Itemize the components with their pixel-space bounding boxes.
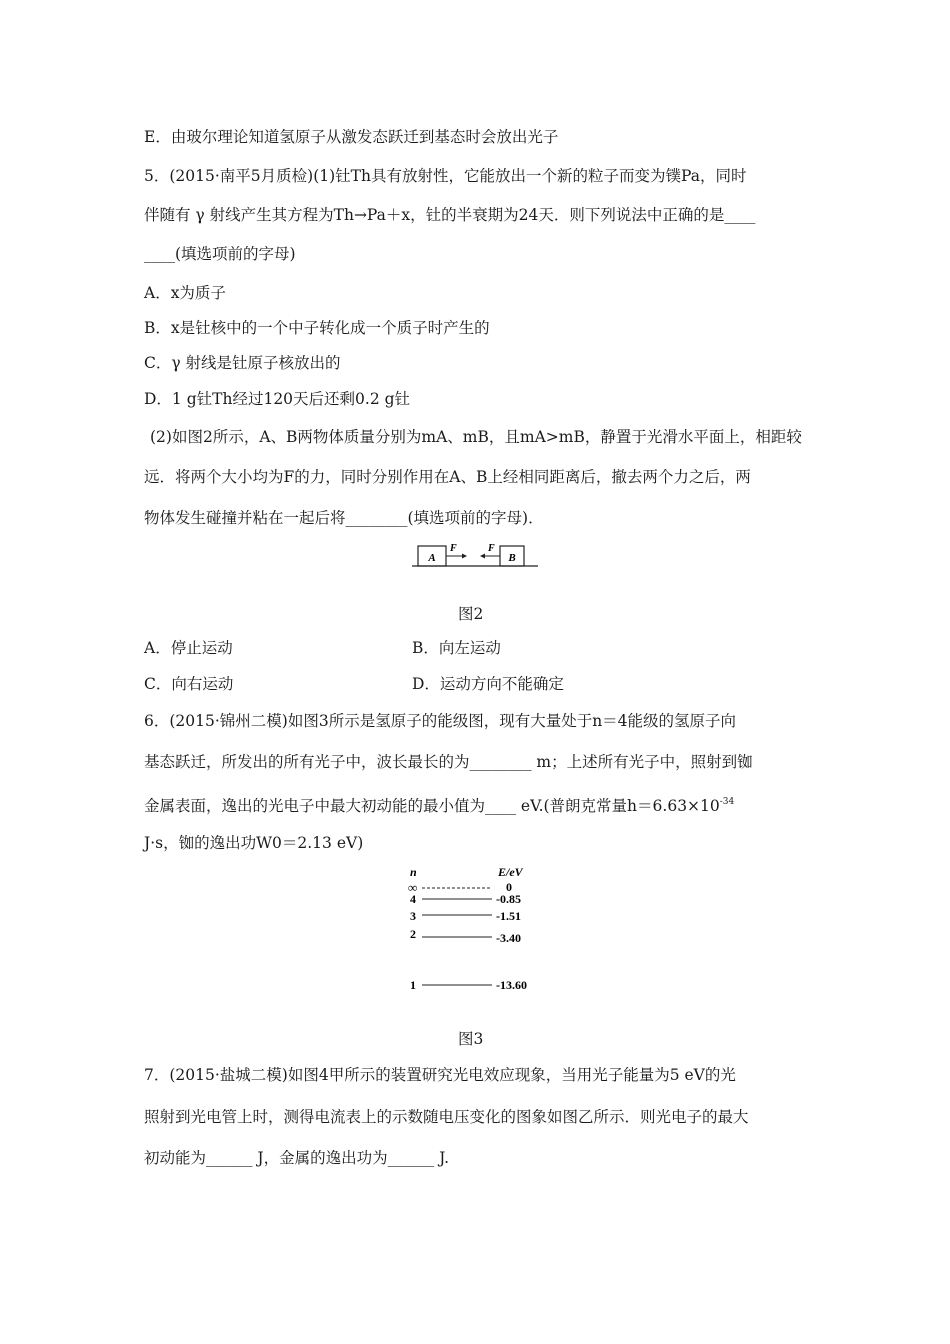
q6-line-1: 6．(2015·锦州二模)如图3所示是氢原子的能级图，现有大量处于n＝4能级的氢原子向 xyxy=(144,712,737,730)
figure-3-caption: 图3 xyxy=(458,1030,484,1048)
arrowhead-left-icon xyxy=(480,554,485,559)
arrowhead-right-icon xyxy=(462,554,467,559)
q5-part2-option-a: A．停止运动 xyxy=(144,639,233,657)
q5-part2-line-3: 物体发生碰撞并粘在一起后将________(填选项前的字母)． xyxy=(144,509,544,527)
n-header: n xyxy=(410,865,417,879)
e-header: E/eV xyxy=(498,865,523,879)
level-3-n: 3 xyxy=(410,909,416,923)
q5-part2-line-1: (2)如图2所示，A、B两物体质量分别为mA、mB，且mA>mB，静置于光滑水平面上，相距较 xyxy=(150,428,802,446)
q5-part2-option-b: B．向左运动 xyxy=(412,639,501,657)
level-2-e: -3.40 xyxy=(496,931,521,945)
figure-2-caption: 图2 xyxy=(458,605,484,623)
q6-line-4: J·s，铷的逸出功W0＝2.13 eV) xyxy=(144,834,364,852)
q5-option-d: D．1 g钍Th经过120天后还剩0.2 g钍 xyxy=(144,390,411,408)
q7-line-3: 初动能为______ J，金属的逸出功为______ J. xyxy=(144,1149,450,1167)
q5-part2-option-c: C．向右运动 xyxy=(144,675,234,693)
figure-3-energy-levels xyxy=(400,862,560,992)
q6-line-3 xyxy=(144,792,734,816)
q7-line-1: 7．(2015·盐城二模)如图4甲所示的装置研究光电效应现象，当用光子能量为5 eV的光 xyxy=(144,1066,736,1084)
block-b-label: B xyxy=(508,552,516,564)
exponent: -34 xyxy=(719,797,735,807)
level-2-n: 2 xyxy=(410,927,416,941)
q5-option-a: A．x为质子 xyxy=(144,284,226,302)
q5-stem-line-2: 伴随有 γ 射线产生其方程为Th→Pa＋x，钍的半衰期为24天．则下列说法中正确的是____ xyxy=(144,206,756,224)
level-1-n: 1 xyxy=(410,978,416,992)
force-b-label: F xyxy=(488,543,495,554)
q5-part2-line-2: 远．将两个大小均为F的力，同时分别作用在A、B上经相同距离后，撤去两个力之后，两 xyxy=(144,468,751,486)
q5-option-c: C．γ 射线是钍原子核放出的 xyxy=(144,354,341,372)
level-1-e: -13.60 xyxy=(496,978,527,992)
block-a-label: A xyxy=(428,552,436,564)
q5-part2-option-d: D．运动方向不能确定 xyxy=(412,675,564,693)
level-infinity-e: 0 xyxy=(506,880,512,894)
q6-line-3-text: 金属表面，逸出的光电子中最大初动能的最小值为____ eV.(普朗克常量h＝6.63×10 xyxy=(144,797,720,815)
level-infinity-n: ∞ xyxy=(408,880,418,895)
q6-line-2: 基态跃迁，所发出的所有光子中，波长最长的为________ m；上述所有光子中，照射到铷 xyxy=(144,753,753,771)
q5-stem-line-1: 5．(2015·南平5月质检)(1)钍Th具有放射性，它能放出一个新的粒子而变为镤Pa，同时 xyxy=(144,167,747,185)
option-e: E．由玻尔理论知道氢原子从激发态跃迁到基态时会放出光子 xyxy=(144,128,559,146)
q7-line-2: 照射到光电管上时，测得电流表上的示数随电压变化的图象如图乙所示．则光电子的最大 xyxy=(144,1108,749,1126)
q5-option-b: B．x是钍核中的一个中子转化成一个质子时产生的 xyxy=(144,319,490,337)
level-4-n: 4 xyxy=(410,892,416,906)
figure-2-diagram xyxy=(410,540,540,572)
level-3-e: -1.51 xyxy=(496,909,521,923)
force-a-label: F xyxy=(450,543,457,554)
level-4-e: -0.85 xyxy=(496,892,521,906)
q5-stem-line-3: ____(填选项前的字母) xyxy=(144,245,296,263)
